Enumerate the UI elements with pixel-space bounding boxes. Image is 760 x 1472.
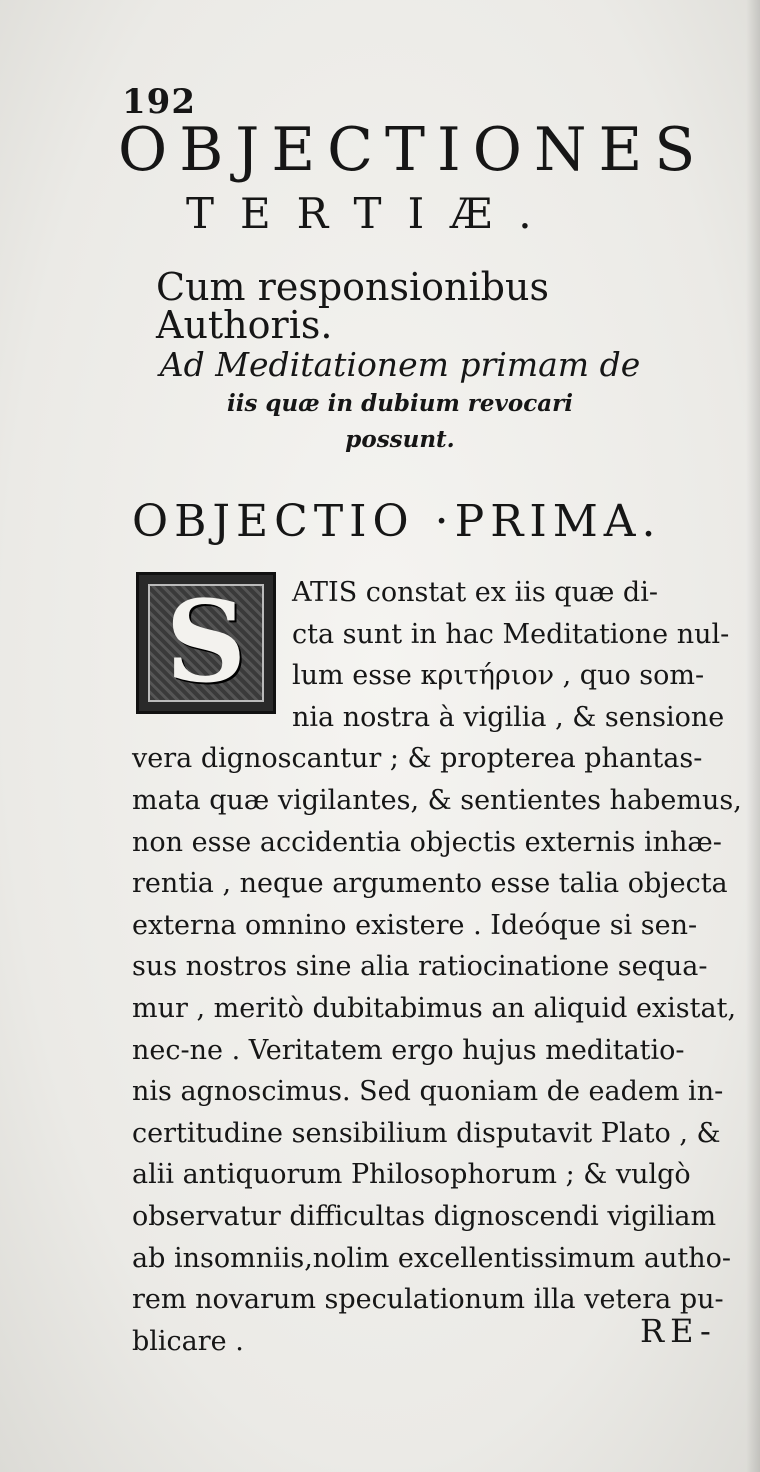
text-line: mata quæ vigilantes, & sentientes habemus, xyxy=(132,784,742,816)
text-line: observatur difficultas dignoscendi vigiliam xyxy=(132,1200,717,1232)
page-edge-shadow xyxy=(746,0,760,1472)
text-line: sus nostros sine alia ratiocinatione sequa- xyxy=(132,951,708,983)
text-line: mur , meritò dubitabimus an aliquid existat, xyxy=(132,992,737,1024)
objection-heading: OBJECTIO ·PRIMA. xyxy=(132,496,662,547)
decorated-initial-letter: S xyxy=(165,577,247,708)
title-tertiae: TERTIÆ. xyxy=(186,189,558,238)
text-line: lum esse κριτήριον , quo som- xyxy=(292,660,705,692)
text-line: nec-ne . Veritatem ergo hujus meditatio- xyxy=(132,1034,685,1066)
text-line: nis agnoscimus. Sed quoniam de eadem in- xyxy=(132,1076,724,1108)
meditation-heading-line-3: possunt. xyxy=(345,426,455,453)
subtitle: Cum responsionibus Authoris. xyxy=(156,265,549,347)
meditation-heading-line-2: iis quæ in dubium revocari xyxy=(226,390,574,417)
text-line: certitudine sensibilium disputavit Plato , & xyxy=(132,1117,721,1149)
text-line: nia nostra à vigilia , & sensione xyxy=(292,701,725,733)
meditation-heading-line-1: Ad Meditationem primam de xyxy=(159,345,641,384)
text-line: non esse accidentia objectis externis inhæ- xyxy=(132,826,722,858)
text-line: ATIS constat ex iis quæ di- xyxy=(292,577,658,608)
text-line: rentia , neque argumento esse talia objecta xyxy=(132,868,728,900)
meditation-heading xyxy=(130,344,670,458)
text-line: cta sunt in hac Meditatione nul- xyxy=(292,618,730,650)
body-text xyxy=(132,572,742,1362)
text-line: vera dignoscantur ; & propterea phantas- xyxy=(132,743,703,775)
catchword: RE- xyxy=(640,1312,717,1350)
text-line: externa omnino existere . Ideóque si sen- xyxy=(132,909,698,941)
text-line: blicare . xyxy=(132,1325,244,1357)
page-number: 192 xyxy=(122,82,196,122)
text-line: ab insomniis,nolim excellentissimum autho- xyxy=(132,1242,731,1274)
text-line: alii antiquorum Philosophorum ; & vulgò xyxy=(132,1159,691,1191)
title-objectiones: OBJECTIONES xyxy=(118,115,708,185)
text-line: rem novarum speculationum illa vetera pu- xyxy=(132,1284,724,1316)
